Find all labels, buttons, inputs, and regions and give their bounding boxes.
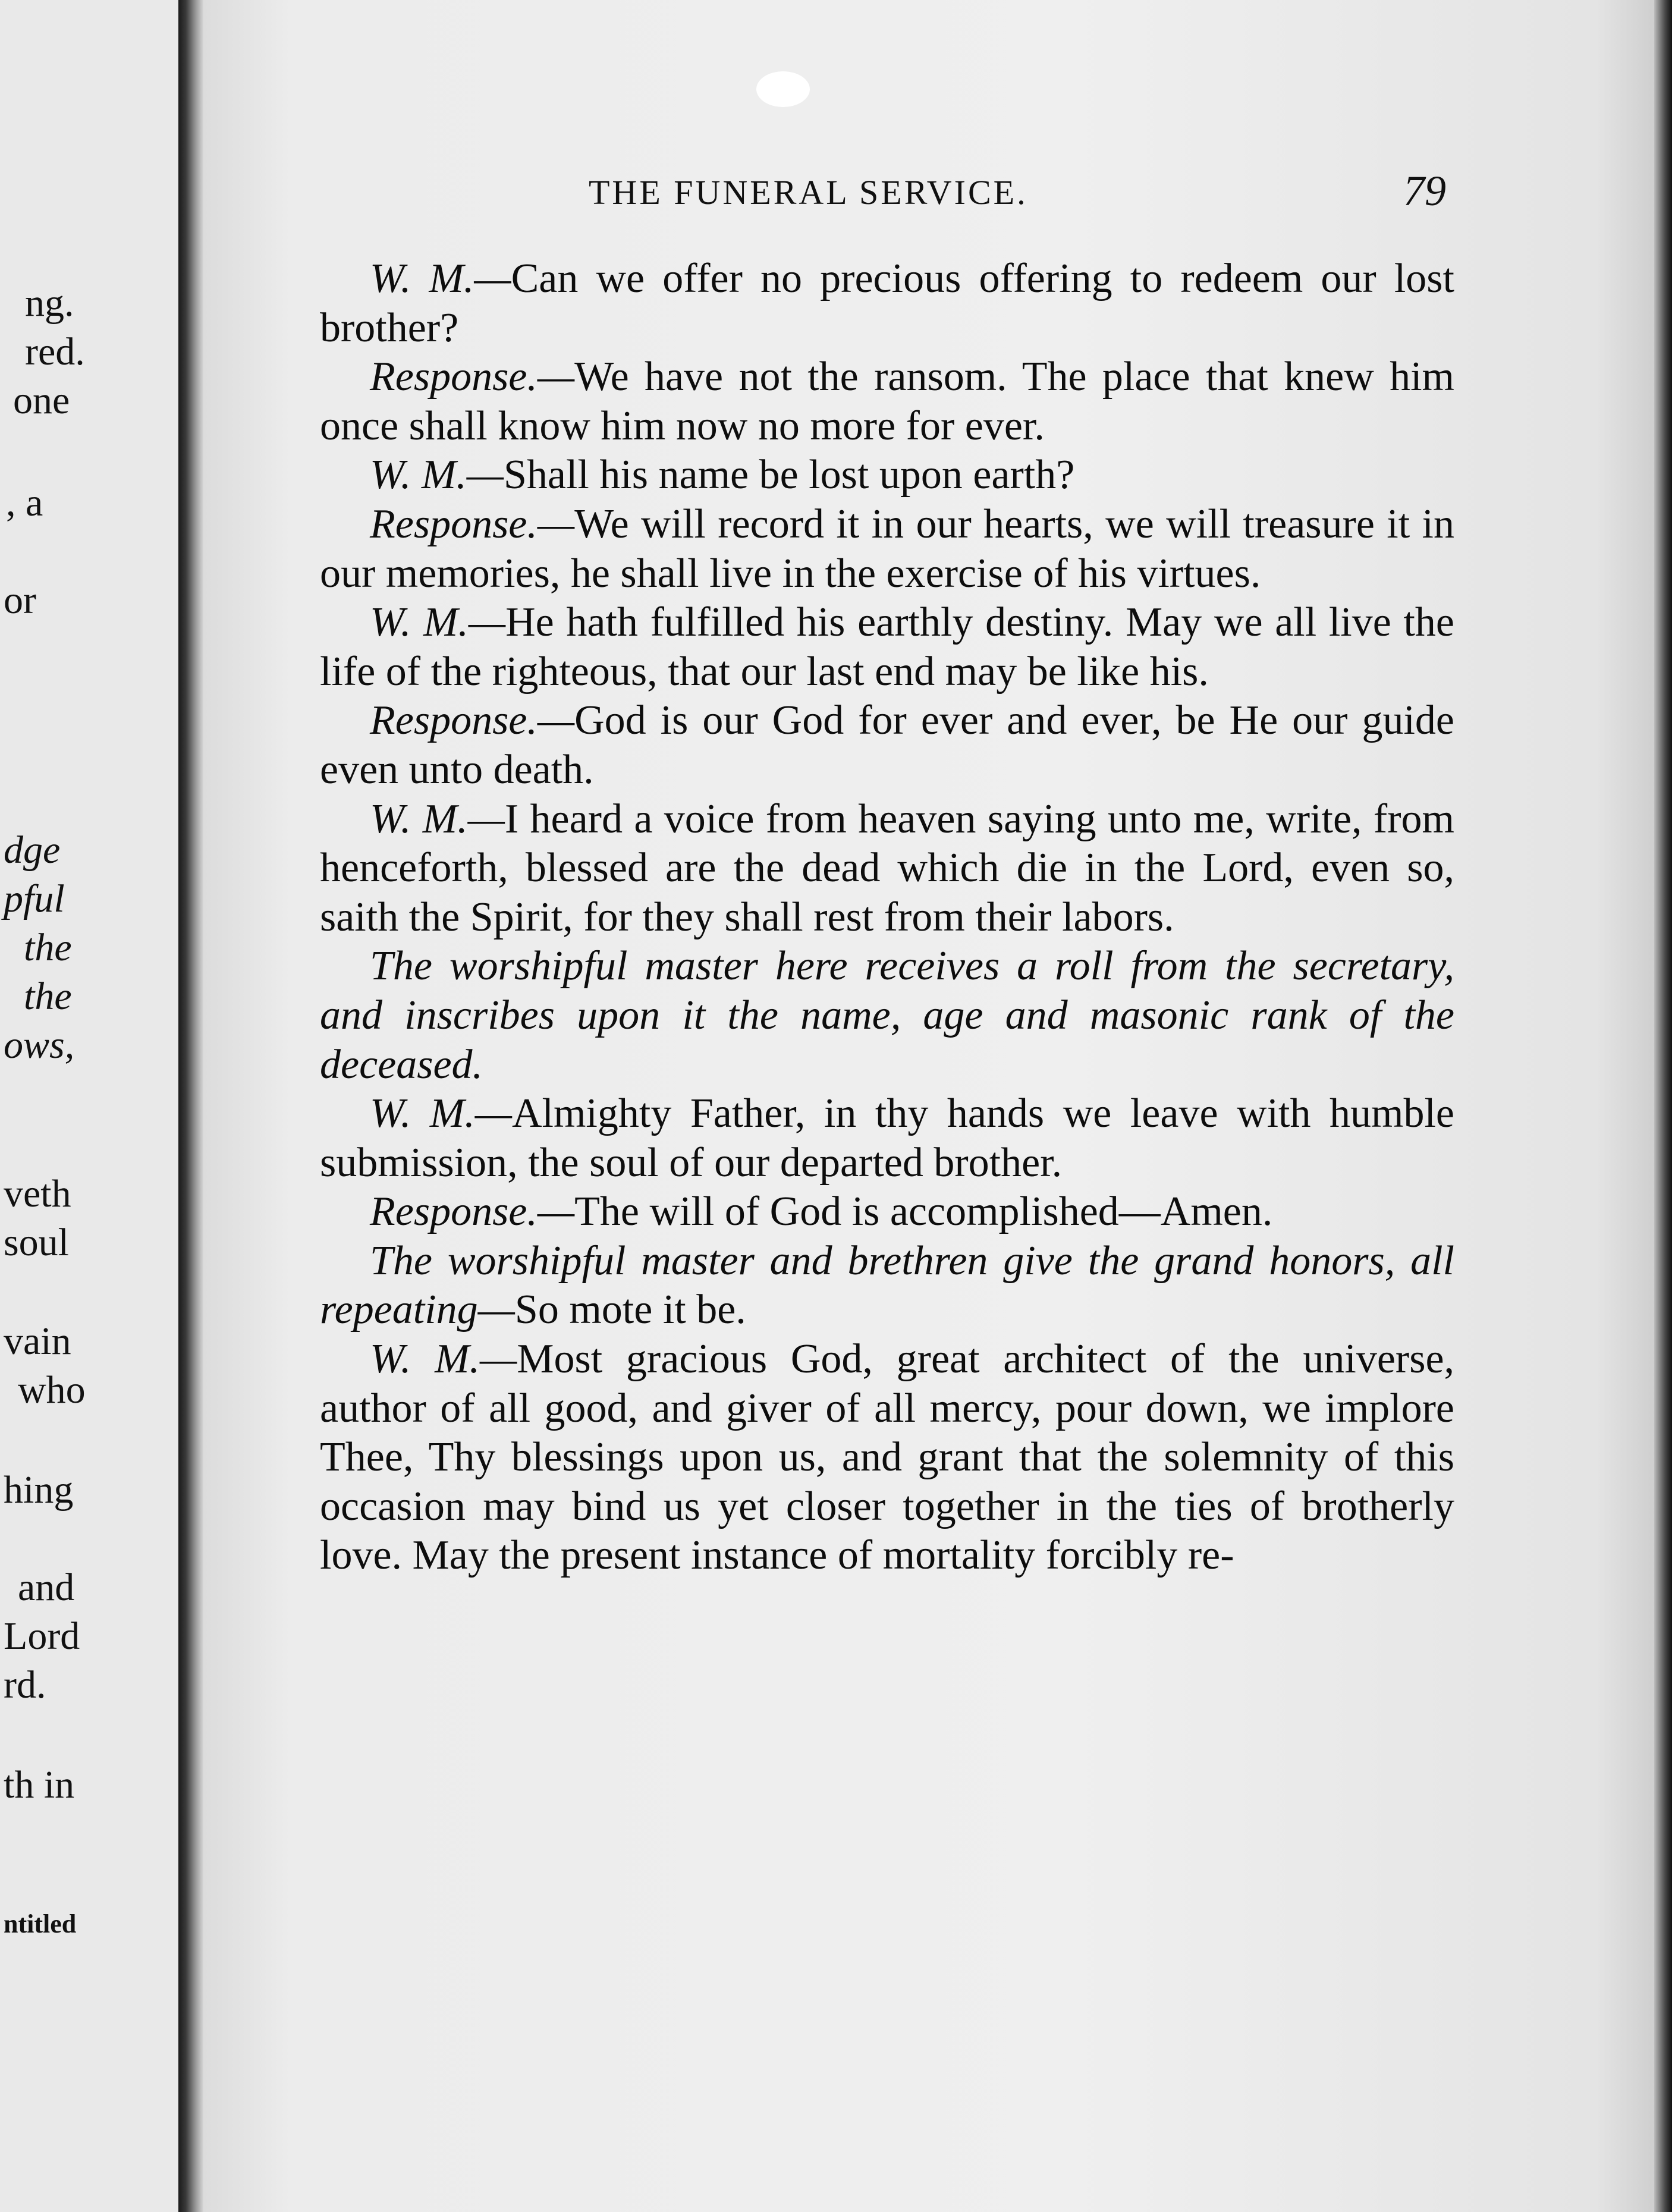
- left-fragment: red.: [25, 330, 85, 373]
- left-fragment: rd.: [4, 1663, 46, 1707]
- speaker-label: Response.—: [370, 501, 575, 547]
- left-fragment: or: [4, 579, 36, 622]
- stage-direction: [320, 942, 1454, 1089]
- paragraph: [320, 500, 1454, 598]
- left-fragment: ntitled: [4, 1909, 77, 1938]
- left-fragment: ng.: [25, 281, 74, 325]
- speaker-label: W. M.—: [370, 256, 511, 301]
- paragraph-text: We have not the ransom. The place that knew him once shall know him now no more for ever.: [320, 354, 1454, 449]
- body-text: [320, 254, 1454, 1581]
- left-fragment: the: [24, 975, 72, 1018]
- paragraph-text: Almighty Father, in thy hands we leave with humble submission, the soul of our departed brother.: [320, 1091, 1454, 1186]
- paragraph-text: We will record it in our hearts, we will treasure it in our memories, he shall live in the exercise of his virtues.: [320, 501, 1454, 596]
- speaker-label: Response.—: [370, 1189, 575, 1235]
- speaker-label: W. M.—: [370, 599, 506, 646]
- left-fragment: hing: [4, 1468, 74, 1512]
- paragraph-text: God is our God for ever and ever, be He our guide even unto death.: [320, 697, 1454, 793]
- paragraph: [320, 353, 1454, 451]
- left-fragment: ows,: [4, 1023, 75, 1067]
- direction-text: The worshipful master and brethren give the grand honors, all repeating—: [320, 1237, 1454, 1333]
- left-fragment: pful: [4, 877, 65, 920]
- speaker-label: W. M.—: [370, 1336, 517, 1382]
- speaker-label: Response.—: [370, 354, 575, 400]
- speaker-label: W. M.—: [370, 796, 505, 842]
- paragraph: [320, 254, 1454, 353]
- speaker-label: W. M.—: [370, 1091, 512, 1137]
- paragraph-text: Shall his name be lost upon earth?: [503, 452, 1075, 498]
- left-fragment: veth: [4, 1172, 71, 1215]
- left-fragment: the: [24, 926, 72, 969]
- left-fragment: soul: [4, 1221, 70, 1264]
- left-fragment: vain: [4, 1319, 71, 1363]
- paragraph-text: I heard a voice from heaven saying unto me, write, from henceforth, blessed are the dead which die in the Lord, even so, saith the Spirit, for they shall rest from their labors.: [320, 796, 1454, 940]
- page-number: 79: [1403, 167, 1446, 215]
- scan-blemish: [756, 71, 810, 107]
- speaker-label: W. M.—: [370, 452, 504, 498]
- paragraph: [320, 598, 1454, 696]
- direction-text: The worshipful master here receives a roll from the secretary, and inscribes upon it the name, age and masonic rank of the deceased.: [320, 943, 1454, 1088]
- paragraph: [320, 451, 1454, 500]
- left-fragment: and: [18, 1566, 75, 1609]
- left-fragment: one: [13, 379, 70, 422]
- left-fragment: dge: [4, 828, 61, 872]
- paragraph-text: The will of God is accomplished—Amen.: [574, 1189, 1273, 1235]
- paragraph: [320, 1335, 1454, 1581]
- paragraph-text: He hath fulfilled his earthly destiny. May we all live the life of the righteous, that our last end may be like his.: [320, 599, 1454, 695]
- paragraph-text: Can we offer no precious offering to redeem our lost brother?: [320, 256, 1454, 351]
- left-fragment: who: [18, 1368, 86, 1412]
- left-fragment: th in: [4, 1763, 75, 1806]
- paragraph-text: Most gracious God, great architect of the universe, author of all good, and giver of all mercy, pour down, we implore Thee, Thy blessings upon us, and grant that the solemnity of this occasion may bind us yet closer together in the ties of brotherly love. May the present instance of mortality forcibly re-: [320, 1336, 1455, 1579]
- stage-direction: [320, 1237, 1454, 1335]
- left-fragment: Lord: [4, 1614, 80, 1658]
- paragraph: [320, 795, 1454, 942]
- page-right-edge: [1654, 0, 1672, 2212]
- left-fragment: , a: [6, 481, 43, 524]
- left-page-edge: [0, 0, 178, 2212]
- paragraph: [320, 1089, 1454, 1187]
- running-head: THE FUNERAL SERVICE.: [589, 173, 1028, 212]
- paragraph: [320, 696, 1454, 794]
- paragraph: [320, 1187, 1454, 1237]
- book-gutter: [178, 0, 203, 2212]
- response-text: So mote it be.: [514, 1287, 746, 1333]
- speaker-label: Response.—: [370, 697, 575, 744]
